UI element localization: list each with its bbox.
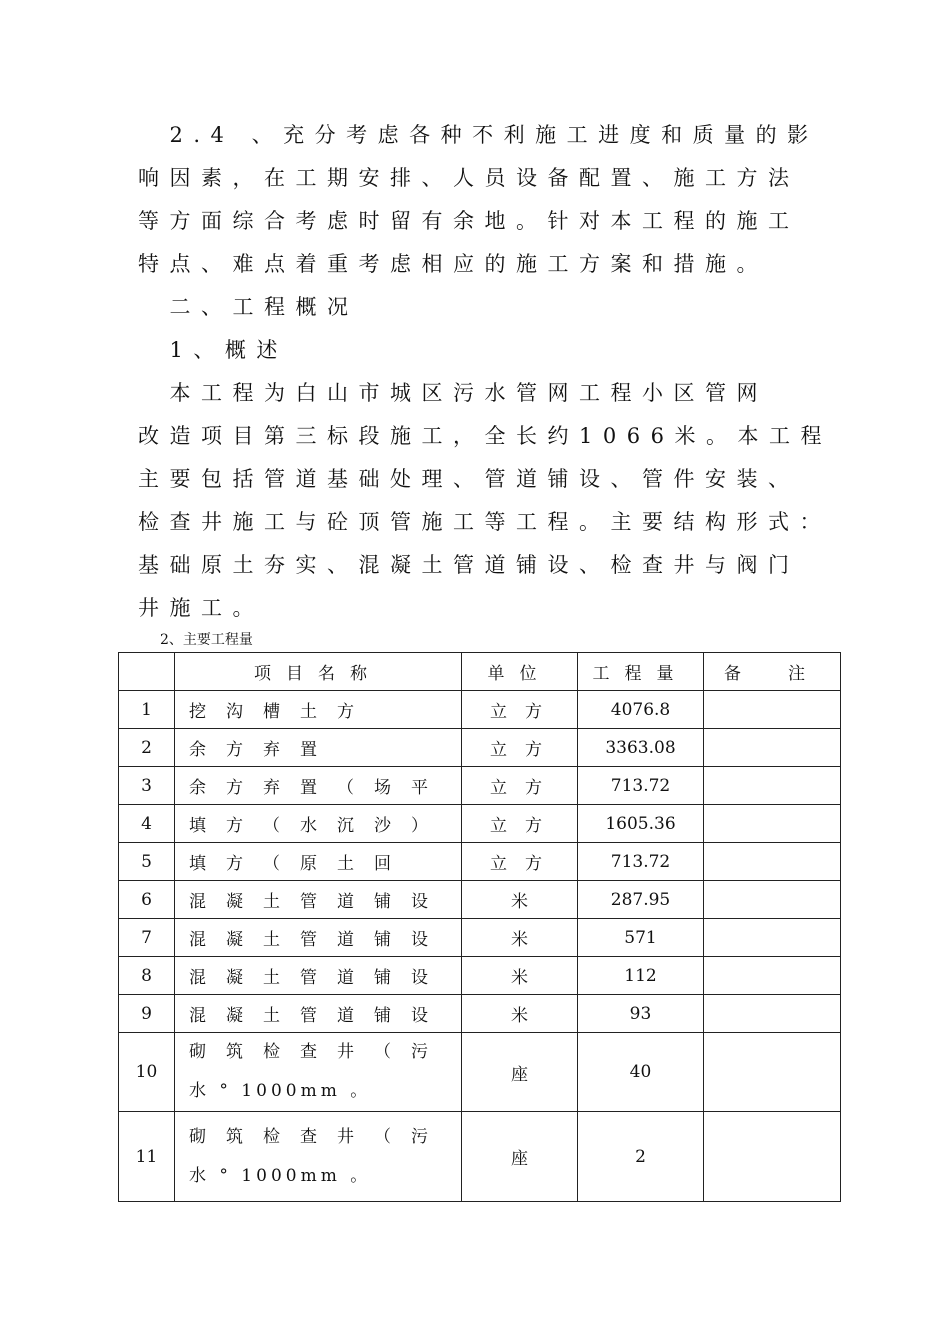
row-number: 11: [119, 1112, 175, 1202]
paragraph-line: 本工程为白山市城区污水管网工程小区管网: [138, 381, 768, 405]
note: [704, 995, 841, 1033]
item-name-line1: 砌筑检查井（污: [189, 1126, 448, 1147]
row-number: 4: [119, 805, 175, 843]
row-number: 6: [119, 881, 175, 919]
unit: 米: [462, 957, 578, 995]
table-row: [119, 805, 841, 843]
item-name: 填方（原土回: [175, 843, 462, 881]
note: [704, 1112, 841, 1202]
paragraph-line: 特点、难点着重考虑相应的施工方案和措施。: [138, 252, 768, 276]
item-name: 余方弃置: [175, 729, 462, 767]
unit: 立方: [462, 843, 578, 881]
item-name-line1: 砌筑检查井（污: [189, 1042, 448, 1062]
unit: 座: [462, 1112, 578, 1202]
table-row: [119, 995, 841, 1033]
table-row: [119, 729, 841, 767]
unit: 米: [462, 995, 578, 1033]
quantity: 713.72: [578, 767, 704, 805]
note: [704, 1033, 841, 1112]
note: [704, 957, 841, 995]
quantity: 2: [578, 1112, 704, 1202]
table-caption: 2、主要工程量: [160, 632, 253, 648]
table-row: [119, 691, 841, 729]
quantity: 4076.8: [578, 691, 704, 729]
note: [704, 729, 841, 767]
item-name: 混凝土管道铺设: [175, 995, 462, 1033]
item-name: 余方弃置（场平: [175, 767, 462, 805]
paragraph-line: 主要包括管道基础处理、管道铺设、管件安装、: [138, 467, 800, 491]
item-name: 挖沟槽土方: [175, 691, 462, 729]
row-number: 9: [119, 995, 175, 1033]
paragraph-line: 井施工。: [138, 596, 264, 620]
row-number: 1: [119, 691, 175, 729]
paragraph-line: 等方面综合考虑时留有余地。针对本工程的施工: [138, 209, 800, 233]
item-name: [175, 1033, 462, 1112]
item-name-line2: 水 ° 1000mm 。: [189, 1081, 372, 1101]
quantity: 1605.36: [578, 805, 704, 843]
table-row: [119, 957, 841, 995]
unit: 米: [462, 919, 578, 957]
note: [704, 767, 841, 805]
table-row: [119, 919, 841, 957]
row-number: 3: [119, 767, 175, 805]
section-heading: 二、工程概况: [138, 295, 359, 319]
item-name: 填方（水沉沙）: [175, 805, 462, 843]
quantities-table: [118, 652, 841, 1202]
header-cell: 单位: [462, 653, 578, 691]
quantity: 287.95: [578, 881, 704, 919]
table-row: [119, 767, 841, 805]
item-name-line2: 水 ° 1000mm 。: [189, 1165, 372, 1186]
unit: 立方: [462, 805, 578, 843]
paragraph-line: 2.4 、充分考虑各种不利施工进度和质量的影: [138, 123, 819, 147]
header-cell: 项目名称: [175, 653, 462, 691]
subsection-heading: 1、概述: [138, 338, 288, 362]
row-number: 10: [119, 1033, 175, 1112]
quantity: 93: [578, 995, 704, 1033]
unit: 立方: [462, 729, 578, 767]
paragraph-line: 基础原土夯实、混凝土管道铺设、检查井与阀门: [138, 553, 800, 577]
table-row: [119, 1112, 841, 1202]
paragraph-line: 改造项目第三标段施工，全长约1066米。本工程: [138, 424, 832, 448]
item-name: [175, 1112, 462, 1202]
note: [704, 843, 841, 881]
item-name: 混凝土管道铺设: [175, 881, 462, 919]
unit: 立方: [462, 767, 578, 805]
item-name: 混凝土管道铺设: [175, 919, 462, 957]
header-cell: [119, 653, 175, 691]
note: [704, 805, 841, 843]
unit: 立方: [462, 691, 578, 729]
quantity: 40: [578, 1033, 704, 1112]
row-number: 7: [119, 919, 175, 957]
row-number: 8: [119, 957, 175, 995]
row-number: 2: [119, 729, 175, 767]
unit: 座: [462, 1033, 578, 1112]
quantity: 713.72: [578, 843, 704, 881]
quantity: 3363.08: [578, 729, 704, 767]
table-row: [119, 843, 841, 881]
unit: 米: [462, 881, 578, 919]
table-row: [119, 1033, 841, 1112]
quantity: 571: [578, 919, 704, 957]
quantity: 112: [578, 957, 704, 995]
header-cell: 备 注: [704, 653, 841, 691]
item-name: 混凝土管道铺设: [175, 957, 462, 995]
table-header-row: [119, 653, 841, 691]
note: [704, 691, 841, 729]
note: [704, 919, 841, 957]
table-row: [119, 881, 841, 919]
row-number: 5: [119, 843, 175, 881]
paragraph-line: 检查井施工与砼顶管施工等工程。主要结构形式：: [138, 510, 831, 534]
header-cell: 工程量: [578, 653, 704, 691]
paragraph-line: 响因素，在工期安排、人员设备配置、施工方法: [138, 166, 800, 190]
note: [704, 881, 841, 919]
